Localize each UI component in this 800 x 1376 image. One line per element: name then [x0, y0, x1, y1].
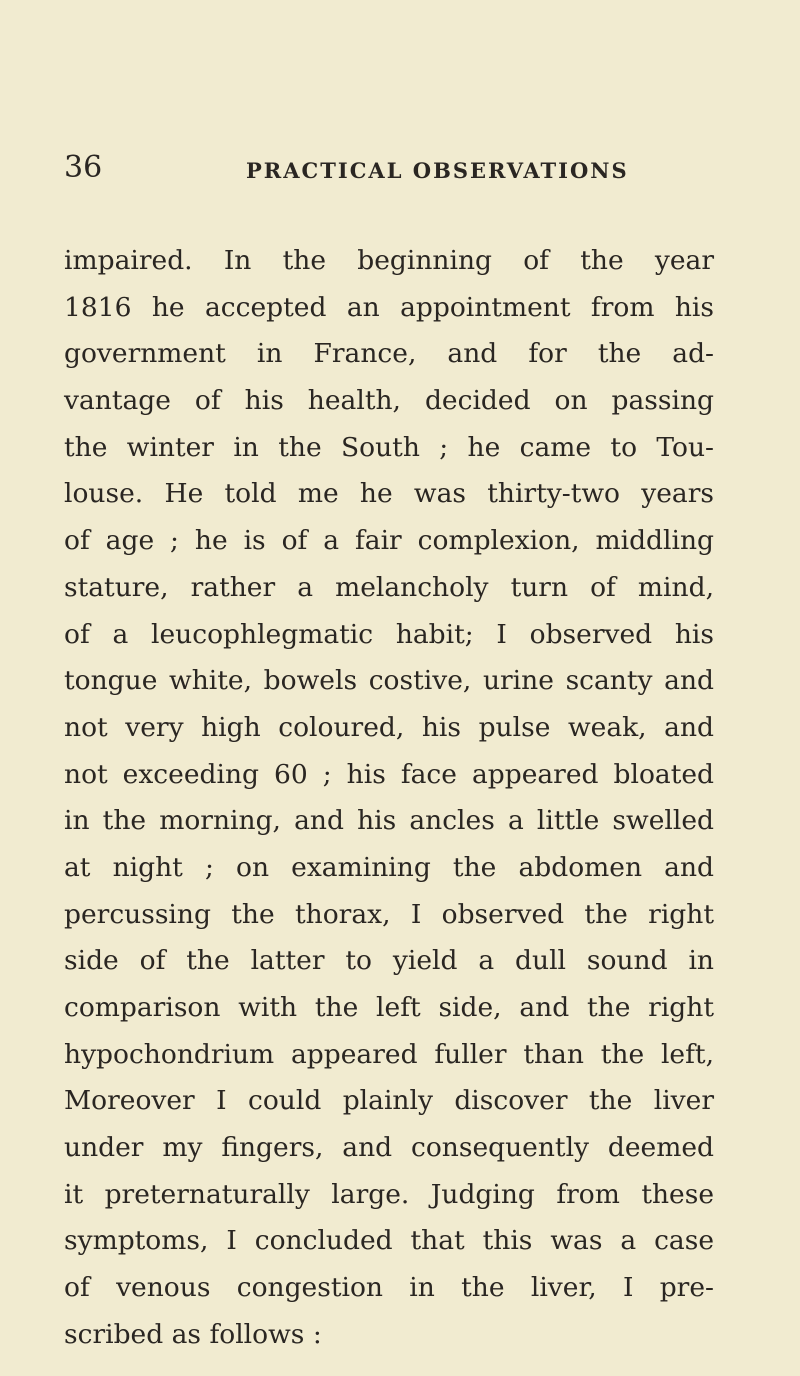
text-line: it preternaturally large. Judging from these: [64, 1178, 714, 1210]
text-line: not very high coloured, his pulse weak, and: [64, 711, 714, 743]
text-line: at night ; on examining the abdomen and: [64, 851, 714, 883]
body-text: [64, 238, 714, 1359]
text-line: the winter in the South ; he came to Tou-: [64, 431, 714, 463]
text-line: side of the latter to yield a dull sound in: [64, 945, 714, 977]
text-line: Moreover I could plainly discover the liver: [64, 1085, 714, 1117]
text-line: symptoms, I concluded that this was a case: [64, 1225, 714, 1257]
text-line: scribed as follows :: [64, 1318, 322, 1350]
text-line: stature, rather a melancholy turn of mind,: [64, 571, 714, 603]
text-line: of age ; he is of a fair complexion, middling: [64, 525, 714, 557]
text-line: louse. He told me he was thirty-two years: [64, 478, 714, 510]
text-line: under my fingers, and consequently deemed: [64, 1132, 714, 1164]
text-line: hypochondrium appeared fuller than the left,: [64, 1038, 714, 1070]
text-line: vantage of his health, decided on passing: [64, 385, 714, 417]
text-line: government in France, and for the ad-: [64, 338, 714, 370]
text-line: percussing the thorax, I observed the right: [64, 898, 714, 930]
text-line: tongue white, bowels costive, urine scanty and: [64, 665, 714, 697]
text-line: of a leucophlegmatic habit; I observed his: [64, 618, 714, 650]
text-line: of venous congestion in the liver, I pre-: [64, 1272, 714, 1304]
text-line: comparison with the left side, and the right: [64, 992, 714, 1023]
text-line: impaired. In the beginning of the year: [64, 245, 714, 276]
running-head: PRACTICAL OBSERVATIONS: [246, 158, 629, 183]
text-line: not exceeding 60 ; his face appeared bloated: [64, 758, 714, 790]
text-line: 1816 he accepted an appointment from his: [64, 291, 714, 323]
page-number: 36: [64, 150, 103, 185]
page-header: [64, 150, 704, 200]
text-line: in the morning, and his ancles a little swelled: [64, 805, 714, 837]
